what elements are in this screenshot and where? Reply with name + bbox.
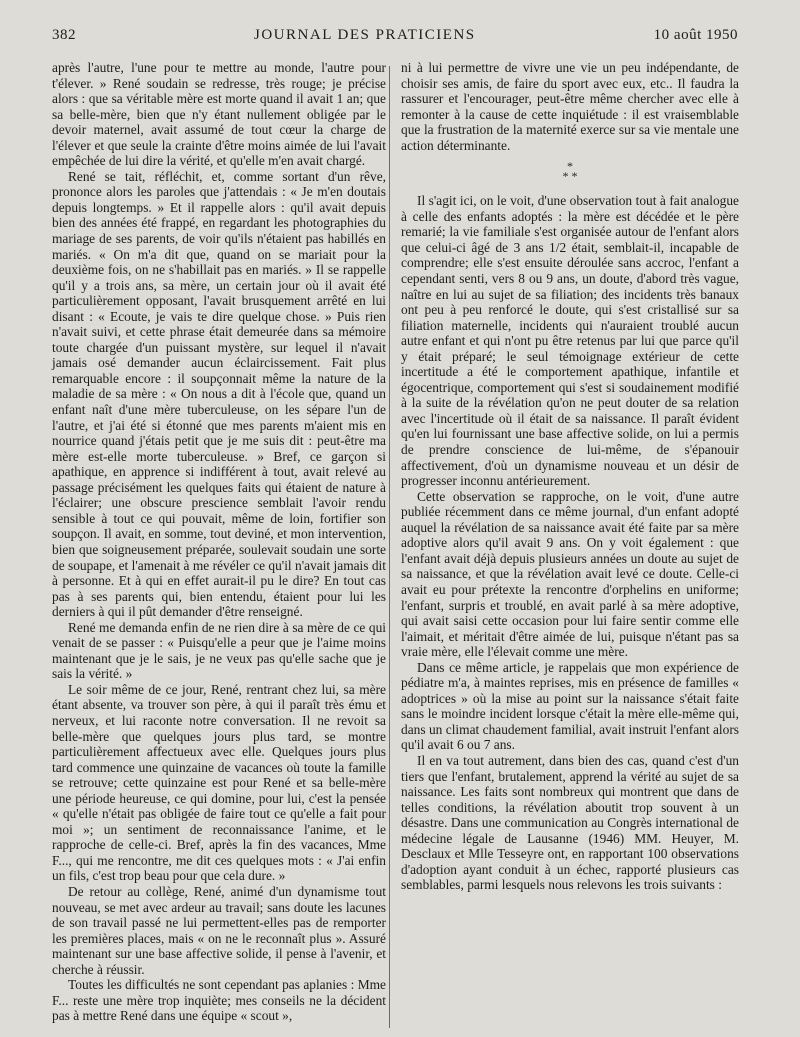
paragraph: ni à lui permettre de vivre une vie un peu indépendante, de choisir ses amis, de faire du sport avec eux, etc.. Il faudra la rassurer et l'encourager, peut-être même chercher avec elle à remonter à la cause de cette inquiétude : il est vraisemblable que la frustration de la maternité exerce sur sa vie mentale une action déterminante. <box>401 60 739 153</box>
page-header <box>52 18 738 52</box>
column-divider <box>389 66 390 1028</box>
paragraph: René me demanda enfin de ne rien dire à sa mère de ce qui venait de se passer : « Puisqu'elle a peur que je l'aime moins maintenant que je le sais, je ne veux pas qu'elle sache que je sais la vérité. » <box>52 619 386 682</box>
journal-title: JOURNAL DES PRATICIENS <box>254 26 476 43</box>
paragraph: Le soir même de ce jour, René, rentrant chez lui, sa mère étant absente, va trouver son père, à qui il paraît très ému et nerveux, et lui raconte notre conversation. Il ne revoit sa belle-mère que quelques jours plus tard, se montre particulièrement affectueux avec elle. Quelques jours plus tard commence une quinzaine de vacances où toute la famille se retrouve; cette quinzaine est pour René et sa belle-mère une période heureuse, ce qui domine, pour lui, c'est la pensée « qu'elle n'était pas obligée de faire tout ce qu'elle a fait pour moi »; un sentiment de reconnaissance l'anime, et le rapproche de celle-ci. Bref, après la fin des vacances, Mme F..., qui me rencontre, me dit ces quelques mots : « J'ai enfin un fils, c'est trop beau pour que cela dure. » <box>52 681 386 884</box>
paragraph: après l'autre, l'une pour te mettre au monde, l'autre pour t'élever. » René soudain se redresse, très rouge; je précise alors : que sa véritable mère est morte quand il avait 1 an; que sa belle-mère, bien que n'y étant nullement obligée par le devoir maternel, avait assumé de tout cœur la charge de l'élever et que seule la crainte d'être moins aimée de lui l'avait empêchée de lui dire la vérité, et qu'elle m'en avait chargé. <box>52 60 386 169</box>
separator-star-top: * <box>567 159 573 174</box>
paragraph: Cette observation se rapproche, on le voit, d'une autre publiée récemment dans ce même journal, d'un enfant adopté auquel la révélation de sa naissance avait été faite par sa mère adoptive alors qu'il avait 9 ans. On y voit également : que l'enfant avait déjà depuis plusieurs années un doute au sujet de sa naissance, et que la révélation avait levé ce doute. Celle-ci avait eu pour prétexte la rencontre d'orphelins en uniforme; l'enfant, surpris et troublé, en avait parlé à sa mère adoptive, qui avait saisi cette occasion pour lui faire sentir comme elle l'aimait, et méritait d'être aimée de lui, puisque n'étant pas sa vraie mère, elle l'élevait comme une mère. <box>401 488 739 660</box>
section-separator <box>401 159 739 184</box>
issue-date: 10 août 1950 <box>653 26 738 43</box>
left-column <box>52 60 386 1024</box>
page-number: 382 <box>52 26 76 43</box>
paragraph: Toutes les difficultés ne sont cependant pas aplanies : Mme F... reste une mère trop inquiète; mes conseils ne la décident pas à mettre René dans une équipe « scout », <box>52 977 386 1024</box>
separator-star-bottom: * * <box>562 169 578 184</box>
paragraph: Il s'agit ici, on le voit, d'une observation tout à fait analogue à celle des enfants adoptés : la mère est décédée et le père remarié; la vie familiale s'est organisée autour de l'enfant alors que celui-ci âgé de 3 ans 1/2 était, semblait-il, incapable de comprendre; elle s'est ensuite déroulée sans accroc, l'enfant a cependant senti, vers 8 ou 9 ans, un doute, d'abord très vague, naître en lui au sujet de sa filiation; des incidents très banaux ont peu à peu renforcé le doute, qui s'est cristallisé sur sa filiation maternelle, incidents qui n'auraient troublé aucun autre enfant et qui n'ont pu être retenus par lui que parce qu'il y était préparé; le seul témoignage extérieur de cette incertitude a été le comportement apathique, infantile et égocentrique, comportement qui s'est si soudainement modifié à la suite de la révélation qu'on ne peut douter de sa relation avec l'incertitude où il était de sa naissance. Il paraît évident qu'en lui fournissant une base affective solide, on lui a permis de prendre conscience de lui-même, de s'épanouir affectivement, d'où un dynamisme nouveau et un désir de progresser inconnu antérieurement. <box>401 193 739 489</box>
paragraph: René se tait, réfléchit, et, comme sortant d'un rêve, prononce alors les paroles que j'attendais : « Je m'en doutais depuis longtemps. » Et il rappelle alors : qu'il avait depuis bien des années été frappé, en regardant les photographies du mariage de ses parents, de voir qu'ils n'étaient pas habillés en mariés. « On m'a dit que, quand on se mariait pour la deuxième fois, on ne s'habillait pas en mariés. » Il se rappelle qu'il y a trois ans, sa mère, un certain jour où il avait été particulièrement opposant, l'avait brusquement arrêté en lui disant : « Ecoute, je vais te dire quelque chose. » Puis rien n'avait suivi, et cette phrase était demeurée dans sa mémoire toute chargée d'un puissant mystère, sur lequel il n'avait jamais osé demander aucun éclaircissement. Fait plus remarquable encore : il soupçonnait même la nature de la maladie de sa mère : « On nous a dit à l'école que, quand un enfant naît d'une mère tuberculeuse, on les sépare l'un de l'autre, et j'ai été si étonné que mes parents m'aient mis en nourrice quand j'étais petit que je me suis dit : peut-être ma mère est-elle morte tuberculeuse. » Bref, ce garçon si apathique, en apprence si indifférent à tout, avait relevé au passage précisément les quelques faits qui étaient de nature à l'éclairer; une obscure prescience semblait l'avoir rendu sensible à tout ce qui pouvait, même de loin, fortifier son soupçon. Il avait, en somme, tout deviné, et mon intervention, bien que soigneusement préparée, soulevait soudain une sorte de soupape, et l'amenait à me révéler ce qu'il n'avait jamais dit à personne. Et à qui en effet aurait-il pu le dire? En tout cas pas à ses parents qui, bien entendu, étaient pour lui les derniers à qui il pût demander d'être renseigné. <box>52 168 386 620</box>
right-column <box>401 60 739 893</box>
paragraph: Dans ce même article, je rappelais que mon expérience de pédiatre m'a, à maintes reprises, mis en présence de familles « adoptrices » où la mise au point sur la naissance s'était faite sans le moindre incident lorsque c'était la mère elle-même qui, dans un climat chaudement familial, avait instruit l'enfant alors qu'il avait 6 ou 7 ans. <box>401 659 739 753</box>
paragraph: De retour au collège, René, animé d'un dynamisme tout nouveau, se met avec ardeur au travail; sans doute les lacunes de son travail passé ne lui permettent-elles pas de remporter les premières places, mais « on ne le reconnaît plus ». Assuré maintenant sur une base affective solide, il pense à l'avenir, et cherche à réussir. <box>52 883 386 977</box>
paragraph: Il en va tout autrement, dans bien des cas, quand c'est d'un tiers que l'enfant, brutalement, apprend la vérité au sujet de sa naissance. Les faits sont nombreux qui montrent que dans de telles conditions, la révélation aboutit trop souvent à un désastre. Dans une communication au Congrès international de médecine légale de Lausanne (1946) MM. Heuyer, M. Desclaux et Mlle Tesseyre ont, en rapportant 100 observations d'adoption ayant conduit à un échec, rapporté plusieurs cas semblables, parmi lesquels nous relevons les trois suivants : <box>401 752 739 893</box>
